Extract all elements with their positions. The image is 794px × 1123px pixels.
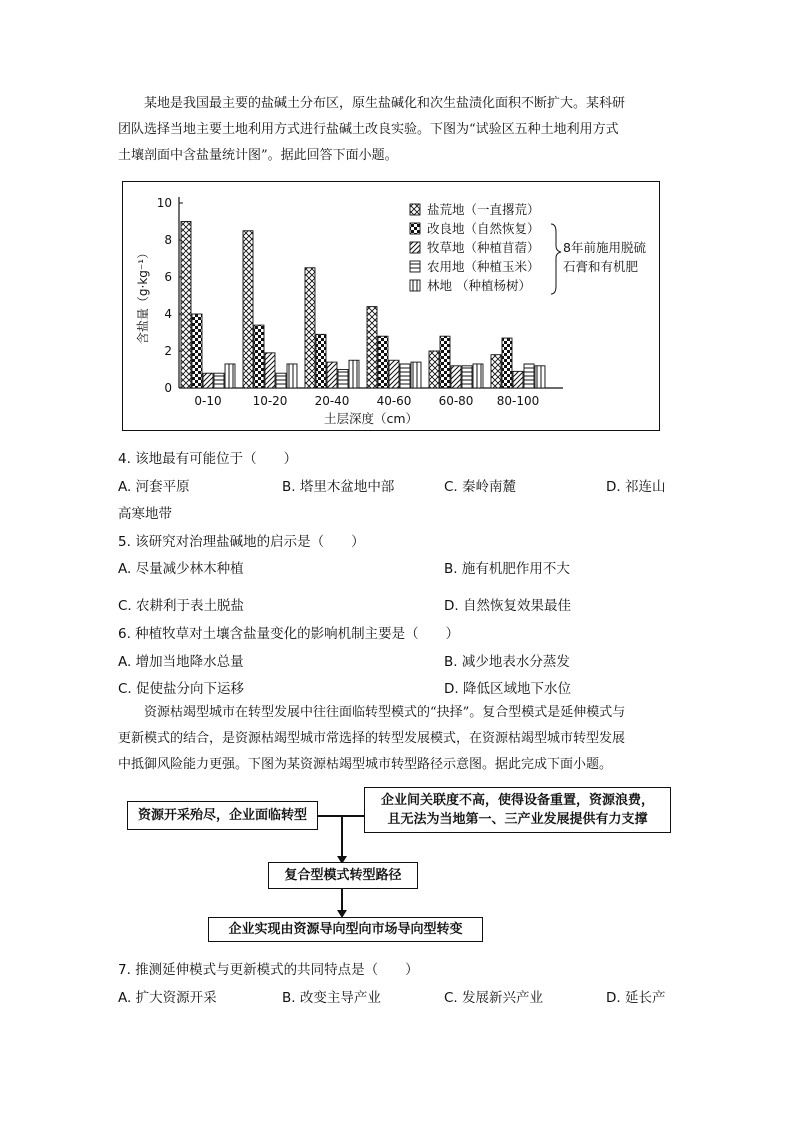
- q6-option-a[interactable]: A. 增加当地降水总量: [118, 654, 244, 670]
- salt-content-chart: [122, 181, 660, 431]
- question-7-stem: 7. 推测延伸模式与更新模式的共同特点是（ ）: [118, 962, 419, 978]
- y-axis-title: 含盐量（g·kg⁻¹）: [136, 246, 150, 345]
- bar-10-20-horizontal: [276, 373, 286, 388]
- q4-option-b[interactable]: B. 塔里木盆地中部: [282, 479, 395, 495]
- bar-60-80-vertical: [473, 364, 483, 388]
- q7-option-a[interactable]: A. 扩大资源开采: [118, 990, 217, 1006]
- legend-swatch-horizontal: [410, 261, 420, 272]
- legend-label-checker: 改良地（自然恢复）: [427, 221, 540, 236]
- y-tick-label: 10: [156, 196, 172, 210]
- x-tick-label: 60-80: [438, 394, 474, 408]
- q5-option-c[interactable]: C. 农耕利于表土脱盐: [118, 598, 245, 614]
- q4-option-c[interactable]: C. 秦岭南麓: [444, 479, 517, 495]
- bar-80-100-horizontal: [524, 364, 534, 388]
- bar-60-80-diagonal: [451, 366, 461, 388]
- legend-label-crosshatch: 盐荒地（一直撂荒）: [427, 202, 540, 217]
- y-tick-label: 6: [164, 270, 172, 284]
- bar-80-100-checker: [502, 338, 512, 388]
- q4-option-d-continued: 高寒地带: [118, 506, 172, 522]
- bar-40-60-vertical: [411, 362, 421, 388]
- x-tick-label: 10-20: [252, 394, 288, 408]
- x-axis-title: 土层深度（cm）: [323, 411, 419, 426]
- flow-box-enterprise-problem-line1: 企业间关联度不高，使得设备重置，资源浪费，: [380, 793, 654, 808]
- intro1-line1: 某地是我国最主要的盐碱土分布区，原生盐碱化和次生盐渍化面积不断扩大。某科研: [144, 96, 626, 111]
- question-4-stem: 4. 该地最有可能位于（ ）: [118, 451, 298, 467]
- bar-0-10-diagonal: [203, 373, 213, 388]
- bar-0-10-checker: [192, 314, 202, 388]
- x-tick-label: 40-60: [376, 394, 412, 408]
- q4-option-a[interactable]: A. 河套平原: [118, 479, 190, 495]
- bar-20-40-diagonal: [327, 362, 337, 388]
- intro-paragraph-2: [118, 700, 678, 778]
- q7-option-c[interactable]: C. 发展新兴产业: [444, 990, 544, 1006]
- q6-option-d[interactable]: D. 降低区域地下水位: [444, 681, 571, 697]
- question-5-stem: 5. 该研究对治理盐碱地的启示是（ ）: [118, 534, 365, 550]
- q7-option-b[interactable]: B. 改变主导产业: [282, 990, 381, 1006]
- y-tick-label: 0: [164, 381, 172, 395]
- flow-box-enterprise-problem-line2: 且无法为当地第一、三产业发展提供有力支撑: [387, 812, 648, 827]
- bar-20-40-checker: [316, 334, 326, 388]
- bar-20-40-vertical: [349, 360, 359, 388]
- legend-swatch-vertical: [410, 280, 420, 291]
- flow-box-enterprise-problem: [364, 787, 671, 833]
- bar-0-10-crosshatch: [181, 222, 191, 389]
- flow-box-resource-exhausted: 资源开采殆尽，企业面临转型: [127, 801, 318, 830]
- flow-connector-vertical-1: [341, 815, 343, 859]
- y-tick-label: 4: [164, 307, 172, 321]
- bar-40-60-crosshatch: [367, 307, 377, 388]
- salt-content-chart-svg: [123, 182, 659, 430]
- q5-option-d[interactable]: D. 自然恢复效果最佳: [444, 598, 571, 614]
- bar-10-20-crosshatch: [243, 231, 253, 388]
- legend-swatch-checker: [410, 223, 420, 234]
- bar-0-10-vertical: [225, 364, 235, 388]
- bar-40-60-diagonal: [389, 360, 399, 388]
- legend-brace: [551, 224, 561, 294]
- question-6-stem: 6. 种植牧草对土壤含盐量变化的影响机制主要是（ ）: [118, 626, 460, 642]
- intro1-line3: 土壤剖面中含盐量统计图”。据此回答下面小题。: [118, 148, 398, 163]
- chart-legend: [410, 202, 646, 294]
- y-tick-label: 8: [164, 233, 172, 247]
- bar-80-100-crosshatch: [491, 355, 501, 388]
- flow-box-composite-path: 复合型模式转型路径: [268, 862, 418, 889]
- q5-option-a[interactable]: A. 尽量减少林木种植: [118, 561, 244, 577]
- intro2-line2: 更新模式的结合，是资源枯竭型城市常选择的转型发展模式，在资源枯竭型城市转型发展: [118, 731, 626, 746]
- q6-option-b[interactable]: B. 减少地表水分蒸发: [444, 654, 570, 670]
- q4-option-d[interactable]: D. 祁连山: [606, 479, 666, 495]
- q6-option-c[interactable]: C. 促使盐分向下运移: [118, 681, 245, 697]
- legend-swatch-diagonal: [410, 242, 420, 253]
- legend-annotation-line: 石膏和有机肥: [563, 259, 639, 274]
- intro-paragraph-1: [118, 91, 678, 169]
- legend-swatch-crosshatch: [410, 204, 420, 215]
- legend-label-vertical: 林地 （种植杨树）: [427, 278, 531, 293]
- intro2-line1: 资源枯竭型城市在转型发展中往往面临转型模式的“抉择”。复合型模式是延伸模式与: [144, 705, 626, 720]
- bar-0-10-horizontal: [214, 373, 224, 388]
- y-tick-label: 2: [164, 344, 172, 358]
- bar-10-20-vertical: [287, 364, 297, 388]
- bar-80-100-diagonal: [513, 371, 523, 388]
- legend-label-diagonal: 牧草地（种植苜蓿）: [427, 240, 540, 255]
- intro2-line3: 中抵御风险能力更强。下图为某资源枯竭型城市转型路径示意图。据此完成下面小题。: [118, 757, 613, 772]
- bar-60-80-checker: [440, 336, 450, 388]
- flow-box-market-oriented: 企业实现由资源导向型向市场导向型转变: [208, 917, 483, 942]
- legend-annotation-line: 8年前施用脱硫: [563, 240, 646, 255]
- bar-40-60-checker: [378, 336, 388, 388]
- legend-label-horizontal: 农用地（种植玉米）: [427, 259, 540, 274]
- bar-60-80-crosshatch: [429, 351, 439, 388]
- x-tick-label: 80-100: [496, 394, 540, 408]
- bar-20-40-horizontal: [338, 370, 348, 389]
- x-tick-label: 20-40: [314, 394, 350, 408]
- bar-10-20-checker: [254, 325, 264, 388]
- x-tick-label: 0-10: [194, 394, 222, 408]
- q7-option-d[interactable]: D. 延长产: [606, 990, 666, 1006]
- bar-80-100-vertical: [535, 366, 545, 388]
- bar-10-20-diagonal: [265, 353, 275, 388]
- bar-40-60-horizontal: [400, 364, 410, 388]
- bar-60-80-horizontal: [462, 366, 472, 388]
- intro1-line2: 团队选择当地主要土地利用方式进行盐碱土改良实验。下图为“试验区五种土地利用方式: [118, 122, 619, 137]
- bar-20-40-crosshatch: [305, 268, 315, 388]
- q5-option-b[interactable]: B. 施有机肥作用不大: [444, 561, 570, 577]
